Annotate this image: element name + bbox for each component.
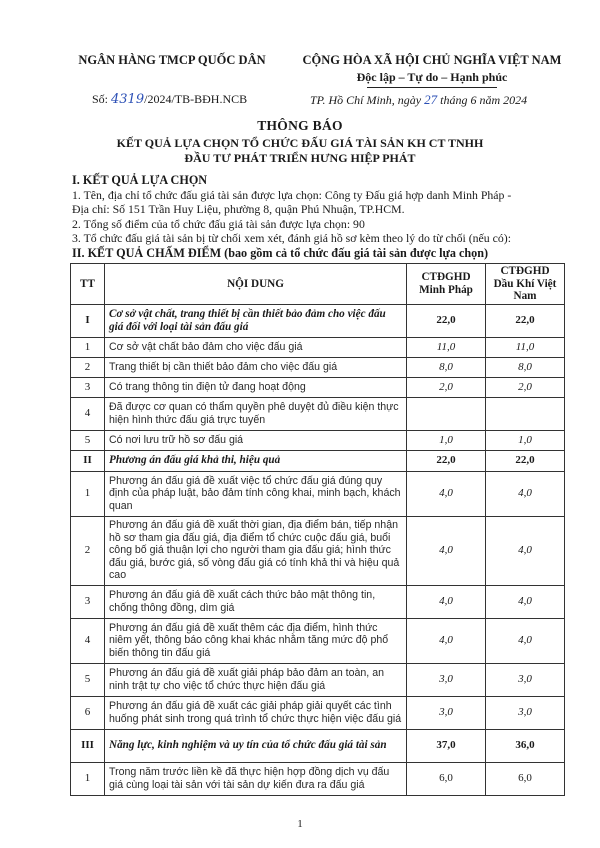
row-number: 4 xyxy=(71,618,105,663)
score-table xyxy=(70,263,565,796)
score-dau-khi: 11,0 xyxy=(486,337,565,357)
row-number: III xyxy=(71,729,105,762)
score-minh-phap: 37,0 xyxy=(407,729,486,762)
score-dau-khi: 4,0 xyxy=(486,516,565,585)
table-row xyxy=(71,585,565,618)
row-content: Phương án đấu giá đề xuất việc tổ chức đấu giá đúng quy định của pháp luật, bảo đảm tính công khai, minh bạch, khách quan xyxy=(105,471,407,516)
doc-number-suffix: /2024/TB-BĐH.NCB xyxy=(144,92,248,106)
score-minh-phap: 4,0 xyxy=(407,516,486,585)
row-content: Đã được cơ quan có thẩm quyền phê duyệt đủ điều kiện thực hiện hình thức đấu giá trực tuyến xyxy=(105,397,407,430)
place-prefix: TP. Hồ Chí Minh, ngày xyxy=(310,93,425,107)
score-minh-phap: 4,0 xyxy=(407,618,486,663)
table-row xyxy=(71,357,565,377)
score-dau-khi: 36,0 xyxy=(486,729,565,762)
row-number: 1 xyxy=(71,337,105,357)
score-minh-phap: 6,0 xyxy=(407,762,486,795)
organization-name xyxy=(72,53,272,68)
row-content: Phương án đấu giá đề xuất thời gian, địa điểm bán, tiếp nhận hồ sơ tham gia đấu giá, địa điểm tổ chức cuộc đấu giá, buổi công bố giá thuận lợi cho người tham gia đấu giá; hình thức đấu giá, bước giá, số vòng đấu giá có tính khả thi và hiệu quả cao xyxy=(105,516,407,585)
table-row xyxy=(71,377,565,397)
score-dau-khi: 3,0 xyxy=(486,663,565,696)
row-number: 2 xyxy=(71,357,105,377)
handwritten-number: 4319 xyxy=(111,92,145,107)
row-number: 6 xyxy=(71,696,105,729)
document-title: THÔNG BÁO xyxy=(257,118,343,133)
table-row xyxy=(71,618,565,663)
body-line: 3. Tổ chức đấu giá tài sản bị từ chối xem xét, đánh giá hồ sơ kèm theo lý do từ chối (nếu có): xyxy=(72,231,511,245)
national-motto: Độc lập – Tự do – Hạnh phúc xyxy=(356,70,508,84)
score-dau-khi: 3,0 xyxy=(486,696,565,729)
table-row xyxy=(71,430,565,450)
row-content: Cơ sở vật chất bảo đảm cho việc đấu giá xyxy=(105,337,407,357)
table-row xyxy=(71,304,565,337)
row-number: 1 xyxy=(71,471,105,516)
row-number: I xyxy=(71,304,105,337)
score-dau-khi: 4,0 xyxy=(486,618,565,663)
score-dau-khi: 6,0 xyxy=(486,762,565,795)
row-content: Phương án đấu giá khả thi, hiệu quả xyxy=(105,450,407,471)
table-row xyxy=(71,762,565,795)
row-number: 4 xyxy=(71,397,105,430)
row-number: 3 xyxy=(71,585,105,618)
document-body xyxy=(72,173,562,260)
row-content: Phương án đấu giá đề xuất thêm các địa điểm, hình thức niêm yết, thông báo công khai khác nhằm tăng mức độ phổ biến thông tin đấu giá xyxy=(105,618,407,663)
table-body xyxy=(71,304,565,795)
score-minh-phap: 22,0 xyxy=(407,450,486,471)
section-heading-2: II. KẾT QUẢ CHẤM ĐIỂM (bao gồm cả tổ chức đấu giá tài sản được lựa chọn) xyxy=(72,245,489,260)
row-content: Trang thiết bị cần thiết bảo đảm cho việc đấu giá xyxy=(105,357,407,377)
score-minh-phap: 3,0 xyxy=(407,663,486,696)
score-dau-khi: 22,0 xyxy=(486,304,565,337)
score-minh-phap xyxy=(407,397,486,430)
header-dau-khi: CTĐGHD Dầu Khí Việt Nam xyxy=(486,264,565,305)
country-name: CỘNG HÒA XÃ HỘI CHỦ NGHĨA VIỆT NAM xyxy=(302,53,562,67)
row-number: 5 xyxy=(71,663,105,696)
row-content: Có trang thông tin điện tử đang hoạt động xyxy=(105,377,407,397)
row-content: Phương án đấu giá đề xuất cách thức bảo mật thông tin, chống thông đồng, dìm giá xyxy=(105,585,407,618)
row-number: 3 xyxy=(71,377,105,397)
table-row xyxy=(71,450,565,471)
header-tt: TT xyxy=(71,264,105,305)
motto-underline xyxy=(367,87,497,88)
table-row xyxy=(71,337,565,357)
score-dau-khi xyxy=(486,397,565,430)
score-minh-phap: 3,0 xyxy=(407,696,486,729)
table-row xyxy=(71,516,565,585)
doc-number-prefix: Số: xyxy=(92,92,112,106)
place-suffix: tháng 6 năm 2024 xyxy=(437,93,528,107)
score-dau-khi: 22,0 xyxy=(486,450,565,471)
body-line: 1. Tên, địa chỉ tổ chức đấu giá tài sản được lựa chọn: Công ty Đấu giá hợp danh Minh Pháp - xyxy=(72,187,512,202)
body-line: Địa chỉ: Số 151 Trần Huy Liệu, phường 8, quận Phú Nhuận, TP.HCM. xyxy=(72,202,405,216)
row-content: Trong năm trước liền kề đã thực hiện hợp đồng dịch vụ đấu giá cùng loại tài sản với tài sản dự kiến đưa ra đấu giá xyxy=(105,762,407,795)
score-dau-khi: 4,0 xyxy=(486,471,565,516)
row-content: Có nơi lưu trữ hồ sơ đấu giá xyxy=(105,430,407,450)
document-subtitle: KẾT QUẢ LỰA CHỌN TỔ CHỨC ĐẤU GIÁ TÀI SẢN KH CT TNHH ĐẦU TƯ PHÁT TRIỂN HƯNG HIỆP PHÁT xyxy=(116,136,484,165)
document-number xyxy=(92,92,247,107)
row-number: II xyxy=(71,450,105,471)
row-content: Cơ sở vật chất, trang thiết bị cần thiết bảo đảm cho việc đấu giá đối với loại tài sản đấu giá xyxy=(105,304,407,337)
org-label: NGÂN HÀNG TMCP QUỐC DÂN xyxy=(78,53,266,67)
table-header-row xyxy=(71,264,565,305)
page-number: 1 xyxy=(297,818,303,830)
table-row xyxy=(71,471,565,516)
body-line: 2. Tổng số điểm của tổ chức đấu giá tài sản được lựa chọn: 90 xyxy=(72,216,365,231)
table-row xyxy=(71,729,565,762)
score-minh-phap: 4,0 xyxy=(407,471,486,516)
header-content: NỘI DUNG xyxy=(105,264,407,305)
score-minh-phap: 1,0 xyxy=(407,430,486,450)
national-header xyxy=(282,53,582,88)
header-minh-phap: CTĐGHD Minh Pháp xyxy=(407,264,486,305)
table-row xyxy=(71,696,565,729)
section-heading-1: I. KẾT QUẢ LỰA CHỌN xyxy=(72,173,208,187)
score-minh-phap: 22,0 xyxy=(407,304,486,337)
place-date xyxy=(310,92,527,108)
row-content: Phương án đấu giá đề xuất các giải pháp giải quyết các tình huống phát sinh trong quá trình tổ chức thực hiện việc đấu giá xyxy=(105,696,407,729)
score-minh-phap: 4,0 xyxy=(407,585,486,618)
score-minh-phap: 11,0 xyxy=(407,337,486,357)
handwritten-day: 27 xyxy=(424,92,438,107)
score-minh-phap: 2,0 xyxy=(407,377,486,397)
row-number: 5 xyxy=(71,430,105,450)
score-dau-khi: 2,0 xyxy=(486,377,565,397)
score-minh-phap: 8,0 xyxy=(407,357,486,377)
score-dau-khi: 8,0 xyxy=(486,357,565,377)
score-dau-khi: 4,0 xyxy=(486,585,565,618)
row-content: Năng lực, kinh nghiệm và uy tín của tổ chức đấu giá tài sản xyxy=(105,729,407,762)
score-dau-khi: 1,0 xyxy=(486,430,565,450)
row-number: 1 xyxy=(71,762,105,795)
row-content: Phương án đấu giá đề xuất giải pháp bảo đảm an toàn, an ninh trật tự cho việc tổ chức thực hiện đấu giá xyxy=(105,663,407,696)
table-row xyxy=(71,663,565,696)
row-number: 2 xyxy=(71,516,105,585)
table-row xyxy=(71,397,565,430)
